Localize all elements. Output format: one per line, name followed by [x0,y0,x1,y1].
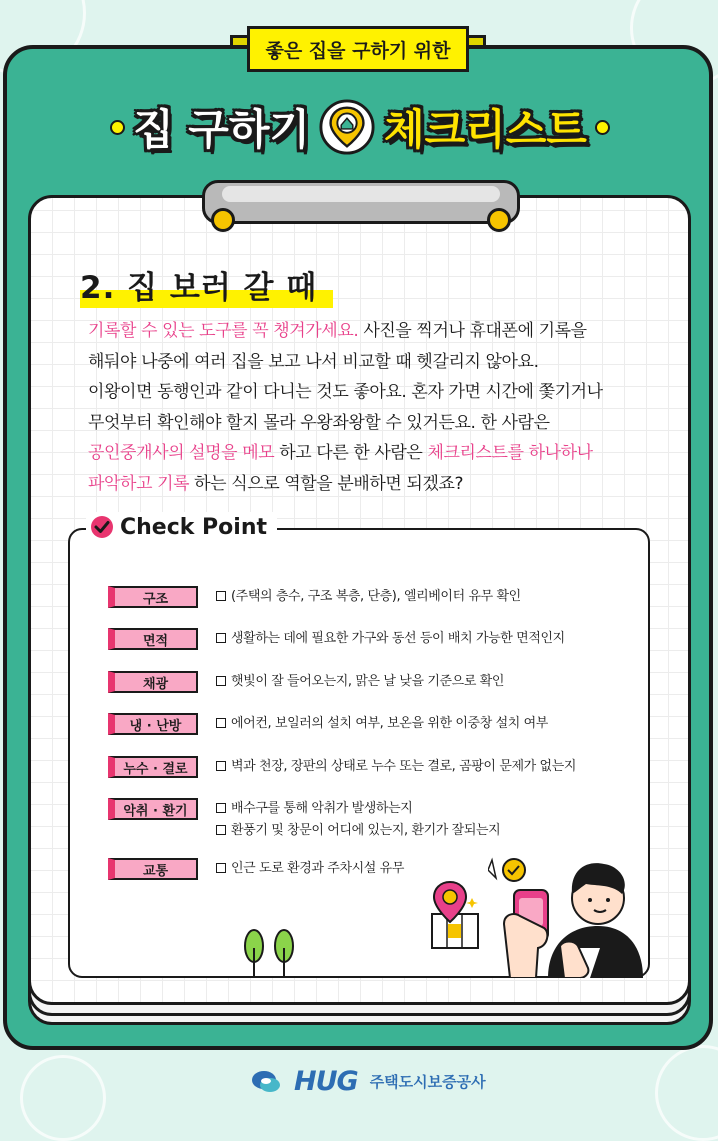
item-tag: 교통 [108,858,198,880]
item-tag: 악취 · 환기 [108,798,198,820]
item-line: (주택의 층수, 구조 복층, 단층), 엘리베이터 유무 확인 [216,586,521,608]
item-description [216,798,500,842]
item-description [216,628,565,650]
checkpoint-header [86,512,277,542]
tree-icon [240,928,302,978]
checkbox[interactable] [216,825,226,835]
background-decoration [655,1045,718,1141]
section-paragraph [88,316,648,499]
clip-ring-right [487,208,511,232]
item-line: 에어컨, 보일러의 설치 여부, 보온을 위한 이중창 설치 여부 [216,713,548,735]
page-title [80,92,640,162]
item-tag: 누수 · 결로 [108,756,198,778]
paragraph-line: 파악하고 기록 하는 식으로 역할을 분배하면 되겠죠? [88,473,464,494]
footer-logo [250,1066,486,1097]
checklist-item [108,858,404,880]
checklist-item [108,798,500,842]
location-pin-icon [428,880,488,952]
item-tag: 면적 [108,628,198,650]
item-tag: 채광 [108,671,198,693]
item-tag: 구조 [108,586,198,608]
item-description [216,713,548,735]
background-decoration [20,1055,106,1141]
checkbox[interactable] [216,591,226,601]
item-line: 인근 도로 환경과 주차시설 유무 [216,858,404,880]
clip-ring-left [211,208,235,232]
checklist-item [108,628,565,650]
item-description [216,671,504,693]
item-line: 배수구를 통해 악취가 발생하는지 [216,798,500,820]
item-description [216,858,404,880]
header-ribbon [247,26,469,72]
item-tag: 냉 · 난방 [108,713,198,735]
item-description [216,756,576,778]
checkpoint-title: Check Point [120,514,268,540]
checkbox[interactable] [216,761,226,771]
paragraph-line: 무엇부터 확인해야 할지 몰라 우왕좌왕할 수 있거든요. 한 사람은 [88,412,550,433]
person-phone-illustration [488,848,646,978]
item-line: 벽과 천장, 장판의 상태로 누수 또는 결로, 곰팡이 문제가 없는지 [216,756,576,778]
clipboard-clip-highlight [222,186,500,202]
checkbox[interactable] [216,676,226,686]
checkbox[interactable] [216,863,226,873]
title-white-text: 집 구하기 [133,105,311,154]
section-title-text: 2. 집 보러 갈 때 [80,270,318,306]
title-yellow-text: 체크리스트 [384,105,587,154]
item-line: 환풍기 및 창문이 어디에 있는지, 환기가 잘되는지 [216,820,500,842]
checkbox[interactable] [216,633,226,643]
title-dot-right [595,120,610,135]
checklist-item [108,586,521,608]
checkbox[interactable] [216,803,226,813]
paragraph-line: 해둬야 나중에 여러 집을 보고 나서 비교할 때 헷갈리지 않아요. [88,351,539,372]
paragraph-line: 이왕이면 동행인과 같이 다니는 것도 좋아요. 혼자 가면 시간에 쫓기거나 [88,382,603,402]
hug-logo-icon [250,1068,288,1096]
check-circle-icon [90,515,114,539]
checkbox[interactable] [216,718,226,728]
item-description [216,586,521,608]
check-badge-icon [503,859,525,881]
paragraph-line: 공인중개사의 설명을 메모 하고 다른 한 사람은 체크리스트를 하나하나 [88,443,593,463]
ribbon-text: 좋은 집을 구하기 위한 [265,39,451,62]
logo-text: HUG [294,1066,358,1097]
title-dot-left [110,120,125,135]
checklist-item [108,671,504,693]
item-line: 생활하는 데에 필요한 가구와 동선 등이 배치 가능한 면적인지 [216,628,565,650]
checklist-item [108,713,548,735]
paragraph-line: 기록할 수 있는 도구를 꼭 챙겨가세요. 사진을 찍거나 휴대폰에 기록을 [88,321,587,341]
checklist-item [108,756,576,778]
org-name: 주택도시보증공사 [369,1073,486,1091]
item-line: 햇빛이 잘 들어오는지, 맑은 날 낮을 기준으로 확인 [216,671,504,693]
map-pin-house-icon [318,98,376,156]
section-title [80,262,317,304]
